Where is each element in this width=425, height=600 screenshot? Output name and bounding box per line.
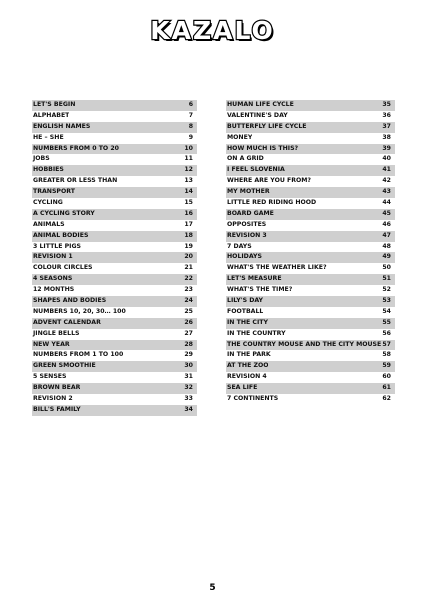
toc-entry-title: 5 SENSES: [33, 373, 67, 381]
toc-entry: [32, 318, 197, 329]
toc-entry-page: 35: [382, 101, 391, 108]
toc-entry: [32, 307, 197, 318]
toc-entry: [226, 209, 395, 220]
toc-entry-title: VALENTINE'S DAY: [227, 111, 288, 119]
toc-entry-page: 47: [382, 231, 391, 239]
toc-entry-page: 50: [382, 264, 391, 272]
toc-entry-title: HOLIDAYS: [227, 253, 262, 261]
toc-entry: [32, 383, 197, 394]
toc-entry: [32, 350, 197, 361]
toc-entry-page: 39: [382, 144, 391, 152]
toc-entry-title: SHAPES AND BODIES: [33, 297, 107, 305]
toc-entry: [226, 329, 395, 340]
toc-entry: [226, 361, 395, 372]
toc-entry: [32, 231, 197, 242]
toc-entry: [226, 307, 395, 318]
toc-entry: [32, 176, 197, 187]
toc-entry: [32, 220, 197, 231]
toc-entry-title: IN THE COUNTRY: [227, 329, 286, 337]
toc-entry: [226, 231, 395, 242]
toc-entry: [32, 372, 197, 383]
toc-entry-title: HOW MUCH IS THIS?: [227, 144, 299, 152]
toc-entry-title: BILL'S FAMILY: [33, 405, 81, 413]
toc-entry: [32, 394, 197, 405]
toc-entry-title: 3 LITTLE PIGS: [33, 242, 81, 250]
toc-entry-title: BOARD GAME: [227, 209, 274, 217]
toc-entry-title: ALPHABET: [33, 111, 70, 119]
toc-entry: [226, 122, 395, 133]
toc-entry-title: REVISION 4: [227, 373, 267, 381]
toc-entry-page: 42: [382, 177, 391, 185]
toc-entry-page: 21: [184, 264, 193, 272]
toc-entry-title: IN THE CITY: [227, 318, 268, 326]
toc-entry-page: 57: [382, 340, 391, 348]
toc-entry-page: 26: [184, 318, 193, 326]
toc-entry-page: 41: [382, 166, 391, 174]
toc-entry-page: 6: [188, 101, 193, 108]
toc-entry: [226, 220, 395, 231]
toc-entry-title: ANIMAL BODIES: [33, 231, 89, 239]
toc-entry: [32, 296, 197, 307]
toc-entry-title: GREEN SMOOTHIE: [33, 362, 96, 370]
toc-entry-page: 23: [184, 286, 193, 294]
toc-entry-page: 29: [184, 351, 193, 359]
toc-entry-page: 55: [382, 318, 391, 326]
toc-entry: [32, 285, 197, 296]
toc-entry: [226, 133, 395, 144]
toc-entry-title: OPPOSITES: [227, 220, 267, 228]
toc-entry: [32, 198, 197, 209]
toc-entry-title: 7 DAYS: [227, 242, 252, 250]
toc-entry-title: TRANSPORT: [33, 188, 75, 196]
toc-entry-page: 59: [382, 362, 391, 370]
toc-entry: [32, 100, 197, 111]
toc-entry-page: 58: [382, 351, 391, 359]
toc-entry-title: COLOUR CIRCLES: [33, 264, 93, 272]
toc-entry: [226, 350, 395, 361]
toc-entry-page: 49: [382, 253, 391, 261]
toc-entry-title: AT THE ZOO: [227, 362, 269, 370]
toc-entry-page: 10: [184, 144, 193, 152]
toc-entry-title: JINGLE BELLS: [33, 329, 80, 337]
toc-entry: [32, 340, 197, 351]
toc-entry: [32, 252, 197, 263]
toc-entry-title: NUMBERS FROM 0 TO 20: [33, 144, 119, 152]
toc-entry-page: 7: [188, 111, 193, 119]
toc-entry: [226, 187, 395, 198]
toc-entry: [32, 361, 197, 372]
toc-entry: [32, 154, 197, 165]
toc-entry-page: 13: [184, 177, 193, 185]
toc-entry-title: NUMBERS 10, 20, 30… 100: [33, 307, 126, 315]
toc-entry: [226, 242, 395, 253]
toc-entry: [226, 144, 395, 155]
toc-entry-page: 52: [382, 286, 391, 294]
toc-entry: [32, 144, 197, 155]
toc-entry-title: SEA LIFE: [227, 384, 258, 392]
toc-entry: [226, 263, 395, 274]
toc-entry: [226, 274, 395, 285]
toc-entry-page: 8: [188, 122, 193, 130]
toc-left-column: [32, 100, 197, 416]
toc-entry-page: 28: [184, 340, 193, 348]
toc-entry-page: 37: [382, 122, 391, 130]
toc-entry: [226, 318, 395, 329]
toc-entry: [226, 176, 395, 187]
toc-entry-page: 17: [184, 220, 193, 228]
toc-entry: [32, 329, 197, 340]
toc-entry: [32, 111, 197, 122]
toc-entry-title: NEW YEAR: [33, 340, 70, 348]
toc-entry-title: BROWN BEAR: [33, 384, 81, 392]
toc-entry-page: 11: [184, 155, 193, 163]
toc-entry-page: 51: [382, 275, 391, 283]
toc-entry: [32, 274, 197, 285]
toc-entry-page: 45: [382, 209, 391, 217]
toc-entry-page: 18: [184, 231, 193, 239]
toc-entry: [226, 198, 395, 209]
toc-entry-page: 60: [382, 373, 391, 381]
toc-entry-page: 40: [382, 155, 391, 163]
toc-entry-title: WHERE ARE YOU FROM?: [227, 177, 312, 185]
toc-entry-title: WHAT'S THE TIME?: [227, 286, 293, 294]
toc-entry-page: 61: [382, 384, 391, 392]
toc-entry-title: IN THE PARK: [227, 351, 271, 359]
toc-entry: [226, 340, 395, 351]
toc-entry-title: REVISION 2: [33, 395, 73, 403]
toc-entry-title: NUMBERS FROM 1 TO 100: [33, 351, 124, 359]
toc-entry-page: 25: [184, 307, 193, 315]
toc-entry: [226, 154, 395, 165]
toc-entry-page: 46: [382, 220, 391, 228]
toc-entry-title: 4 SEASONS: [33, 275, 73, 283]
toc-entry: [32, 165, 197, 176]
toc-entry-title: MONEY: [227, 133, 253, 141]
toc-entry: [226, 111, 395, 122]
toc-entry-page: 27: [184, 329, 193, 337]
toc-entry-title: REVISION 3: [227, 231, 267, 239]
toc-entry-page: 16: [184, 209, 193, 217]
toc-entry: [226, 252, 395, 263]
toc-right-column: [226, 100, 395, 405]
toc-entry: [32, 187, 197, 198]
toc-entry: [226, 285, 395, 296]
toc-entry: [32, 209, 197, 220]
toc-entry-title: MY MOTHER: [227, 188, 270, 196]
toc-entry-page: 62: [382, 395, 391, 403]
toc-entry: [32, 133, 197, 144]
toc-entry-page: 20: [184, 253, 193, 261]
toc-entry-page: 34: [184, 405, 193, 413]
toc-entry-page: 56: [382, 329, 391, 337]
toc-entry-page: 30: [184, 362, 193, 370]
toc-entry: [226, 165, 395, 176]
toc-entry-page: 44: [382, 199, 391, 207]
toc-entry-title: HE – SHE: [33, 133, 64, 141]
toc-entry-page: 22: [184, 275, 193, 283]
page-number: 5: [209, 583, 216, 593]
toc-entry-page: 54: [382, 307, 391, 315]
toc-entry-title: ENGLISH NAMES: [33, 122, 91, 130]
toc-entry-page: 15: [184, 199, 193, 207]
toc-entry-page: 43: [382, 188, 391, 196]
toc-entry-title: 12 MONTHS: [33, 286, 75, 294]
toc-entry-title: ANIMALS: [33, 220, 65, 228]
toc-entry-page: 19: [184, 242, 193, 250]
toc-entry-title: JOBS: [33, 155, 50, 163]
toc-entry-title: ON A GRID: [227, 155, 264, 163]
toc-entry-title: BUTTERFLY LIFE CYCLE: [227, 122, 307, 130]
toc-entry-title: LILY'S DAY: [227, 297, 264, 305]
toc-entry-title: HOBBIES: [33, 166, 64, 174]
toc-entry: [226, 394, 395, 405]
toc-entry-title: GREATER OR LESS THAN: [33, 177, 118, 185]
toc-entry-title: 7 CONTINENTS: [227, 395, 279, 403]
page-title-text: KAZALO: [150, 16, 275, 45]
toc-entry: [32, 263, 197, 274]
toc-entry-title: LET'S MEASURE: [227, 275, 282, 283]
toc-entry: [32, 122, 197, 133]
toc-entry-page: 14: [184, 188, 193, 196]
toc-entry-page: 53: [382, 297, 391, 305]
page-title: [0, 16, 425, 45]
toc-entry-title: LET'S BEGIN: [33, 101, 76, 108]
toc-entry-page: 48: [382, 242, 391, 250]
toc-entry-title: REVISION 1: [33, 253, 73, 261]
toc-entry-page: 31: [184, 373, 193, 381]
toc-entry-page: 32: [184, 384, 193, 392]
toc-entry-page: 36: [382, 111, 391, 119]
toc-entry-title: HUMAN LIFE CYCLE: [227, 101, 294, 108]
toc-entry: [32, 405, 197, 416]
toc-entry: [226, 383, 395, 394]
toc-entry-title: LITTLE RED RIDING HOOD: [227, 199, 317, 207]
toc-entry-page: 24: [184, 297, 193, 305]
toc-entry-title: CYCLING: [33, 199, 63, 207]
toc-entry-page: 38: [382, 133, 391, 141]
toc-entry-page: 9: [188, 133, 193, 141]
toc-entry: [226, 100, 395, 111]
toc-entry-title: FOOTBALL: [227, 307, 264, 315]
toc-entry-title: ADVENT CALENDAR: [33, 318, 101, 326]
toc-entry-title: WHAT'S THE WEATHER LIKE?: [227, 264, 327, 272]
toc-entry: [226, 296, 395, 307]
toc-entry-title: I FEEL SLOVENIA: [227, 166, 285, 174]
toc-entry: [226, 372, 395, 383]
toc-entry-title: A CYCLING STORY: [33, 209, 95, 217]
toc-entry-title: THE COUNTRY MOUSE AND THE CITY MOUSE: [227, 340, 382, 348]
toc-entry-page: 33: [184, 395, 193, 403]
toc-entry-page: 12: [184, 166, 193, 174]
toc-entry: [32, 242, 197, 253]
